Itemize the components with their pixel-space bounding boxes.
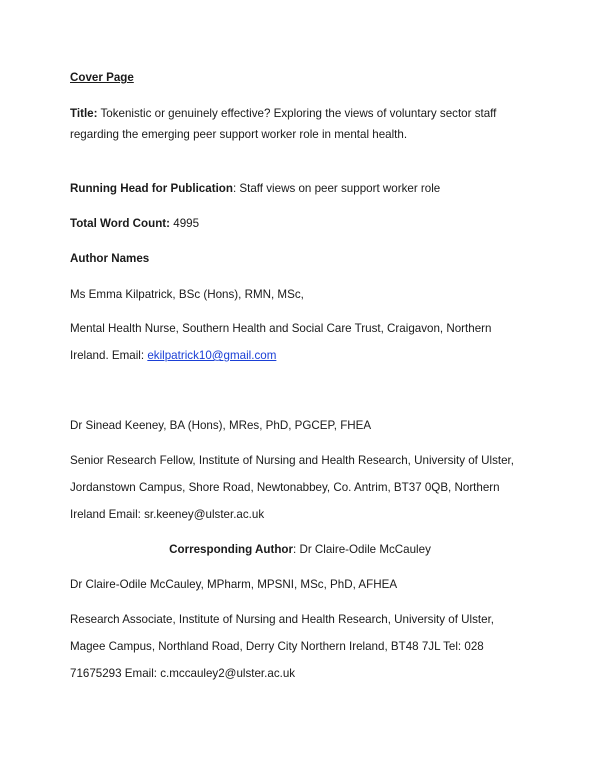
corresponding-author-value: : Dr Claire-Odile McCauley [293,543,431,556]
corresponding-author-label: Corresponding Author [169,543,293,556]
author-1-affiliation-2 [70,349,276,363]
corresponding-affiliation-2: Magee Campus, Northland Road, Derry City Northern Ireland, BT48 7JL Tel: 028 [70,640,484,653]
running-head-value: : Staff views on peer support worker role [232,182,441,195]
word-count [70,217,199,231]
author-1-email-link[interactable]: ekilpatrick10@gmail.com [147,349,277,362]
word-count-value: 4995 [170,217,200,230]
corresponding-author [0,543,600,557]
author-names-heading: Author Names [70,252,150,265]
author-2-affiliation-1: Senior Research Fellow, Institute of Nursing and Health Research, University of Ulster, [70,454,514,467]
corresponding-affiliation-3: 71675293 Email: c.mccauley2@ulster.ac.uk [70,667,296,680]
title-line-1 [70,107,496,121]
author-1-affiliation-1: Mental Health Nurse, Southern Health and Social Care Trust, Craigavon, Northern [70,322,492,335]
running-head-label: Running Head for Publication [70,182,233,195]
corresponding-affiliation-1: Research Associate, Institute of Nursing and Health Research, University of Ulster, [70,613,495,626]
author-1-email-prefix: Ireland. Email: [70,349,148,362]
title-line-2: regarding the emerging peer support worker role in mental health. [70,128,408,141]
author-1-name: Ms Emma Kilpatrick, BSc (Hons), RMN, MSc, [70,288,304,301]
author-2-name: Dr Sinead Keeney, BA (Hons), MRes, PhD, PGCEP, FHEA [70,419,372,432]
title-text-1: Tokenistic or genuinely effective? Exploring the views of voluntary sector staff [100,107,497,120]
cover-page-heading: Cover Page [70,71,134,84]
running-head [70,182,440,196]
title-label: Title: [70,107,98,120]
corresponding-name: Dr Claire-Odile McCauley, MPharm, MPSNI, MSc, PhD, AFHEA [70,578,398,591]
word-count-label: Total Word Count: [70,217,171,230]
author-2-affiliation-2: Jordanstown Campus, Shore Road, Newtonabbey, Co. Antrim, BT37 0QB, Northern [70,481,500,494]
author-2-affiliation-3: Ireland Email: sr.keeney@ulster.ac.uk [70,508,265,521]
